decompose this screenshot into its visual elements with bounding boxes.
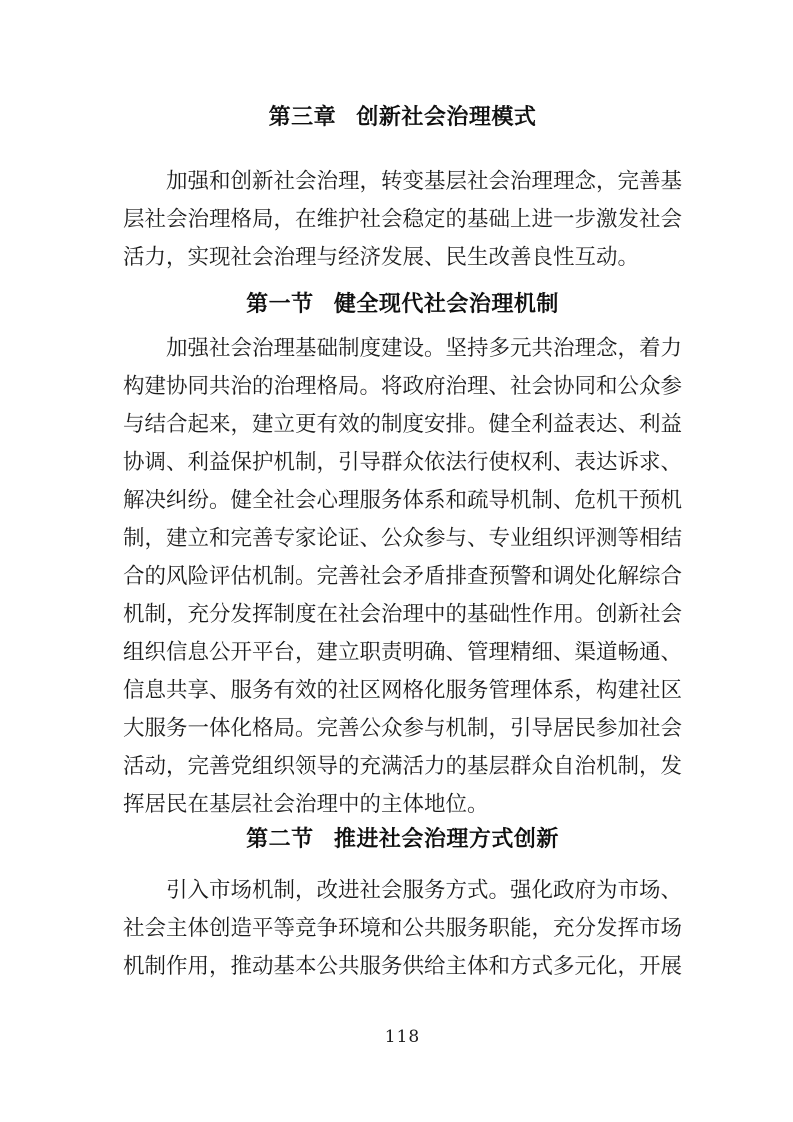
paragraph-line: 构建协同共治的治理格局。将政府治理、社会协同和公众参 — [123, 374, 683, 399]
paragraph-line: 大服务一体化格局。完善公众参与机制，引导居民参加社会 — [123, 716, 683, 741]
paragraph-line: 协调、利益保护机制，引导群众依法行使权利、表达诉求、 — [123, 450, 683, 475]
paragraph-line: 组织信息公开平台，建立职责明确、管理精细、渠道畅通、 — [123, 640, 683, 665]
paragraph-line: 引入市场机制，改进社会服务方式。强化政府为市场、 — [166, 878, 683, 903]
section-1-paragraph — [123, 330, 682, 824]
chapter-title: 第三章 创新社会治理模式 — [268, 105, 537, 130]
paragraph-line: 活力，实现社会治理与经济发展、民生改善良性互动。 — [123, 245, 640, 270]
paragraph-line: 解决纠纷。健全社会心理服务体系和疏导机制、危机干预机 — [123, 488, 683, 513]
paragraph-line: 加强和创新社会治理，转变基层社会治理理念，完善基 — [166, 169, 683, 194]
paragraph-line: 社会主体创造平等竞争环境和公共服务职能，充分发挥市场 — [123, 916, 683, 941]
paragraph-line: 机制，充分发挥制度在社会治理中的基础性作用。创新社会 — [123, 602, 683, 627]
paragraph-line: 合的风险评估机制。完善社会矛盾排查预警和调处化解综合 — [123, 564, 683, 589]
page-number: 118 — [384, 1027, 421, 1047]
paragraph-line: 制，建立和完善专家论证、公众参与、专业组织评测等相结 — [123, 526, 683, 551]
section-2-paragraph — [123, 872, 682, 986]
paragraph-line: 加强社会治理基础制度建设。坚持多元共治理念，着力 — [166, 336, 683, 361]
paragraph-line: 信息共享、服务有效的社区网格化服务管理体系，构建社区 — [123, 678, 683, 703]
paragraph-line: 活动，完善党组织领导的充满活力的基层群众自治机制，发 — [123, 754, 683, 779]
paragraph-line: 机制作用，推动基本公共服务供给主体和方式多元化，开展 — [123, 954, 683, 979]
paragraph-line: 与结合起来，建立更有效的制度安排。健全利益表达、利益 — [123, 412, 683, 437]
paragraph-line: 挥居民在基层社会治理中的主体地位。 — [123, 792, 489, 817]
section-2-title: 第二节 推进社会治理方式创新 — [246, 827, 559, 852]
paragraph-line: 层社会治理格局，在维护社会稳定的基础上进一步激发社会 — [123, 207, 683, 232]
intro-paragraph — [123, 163, 682, 277]
section-1-title: 第一节 健全现代社会治理机制 — [246, 292, 559, 317]
